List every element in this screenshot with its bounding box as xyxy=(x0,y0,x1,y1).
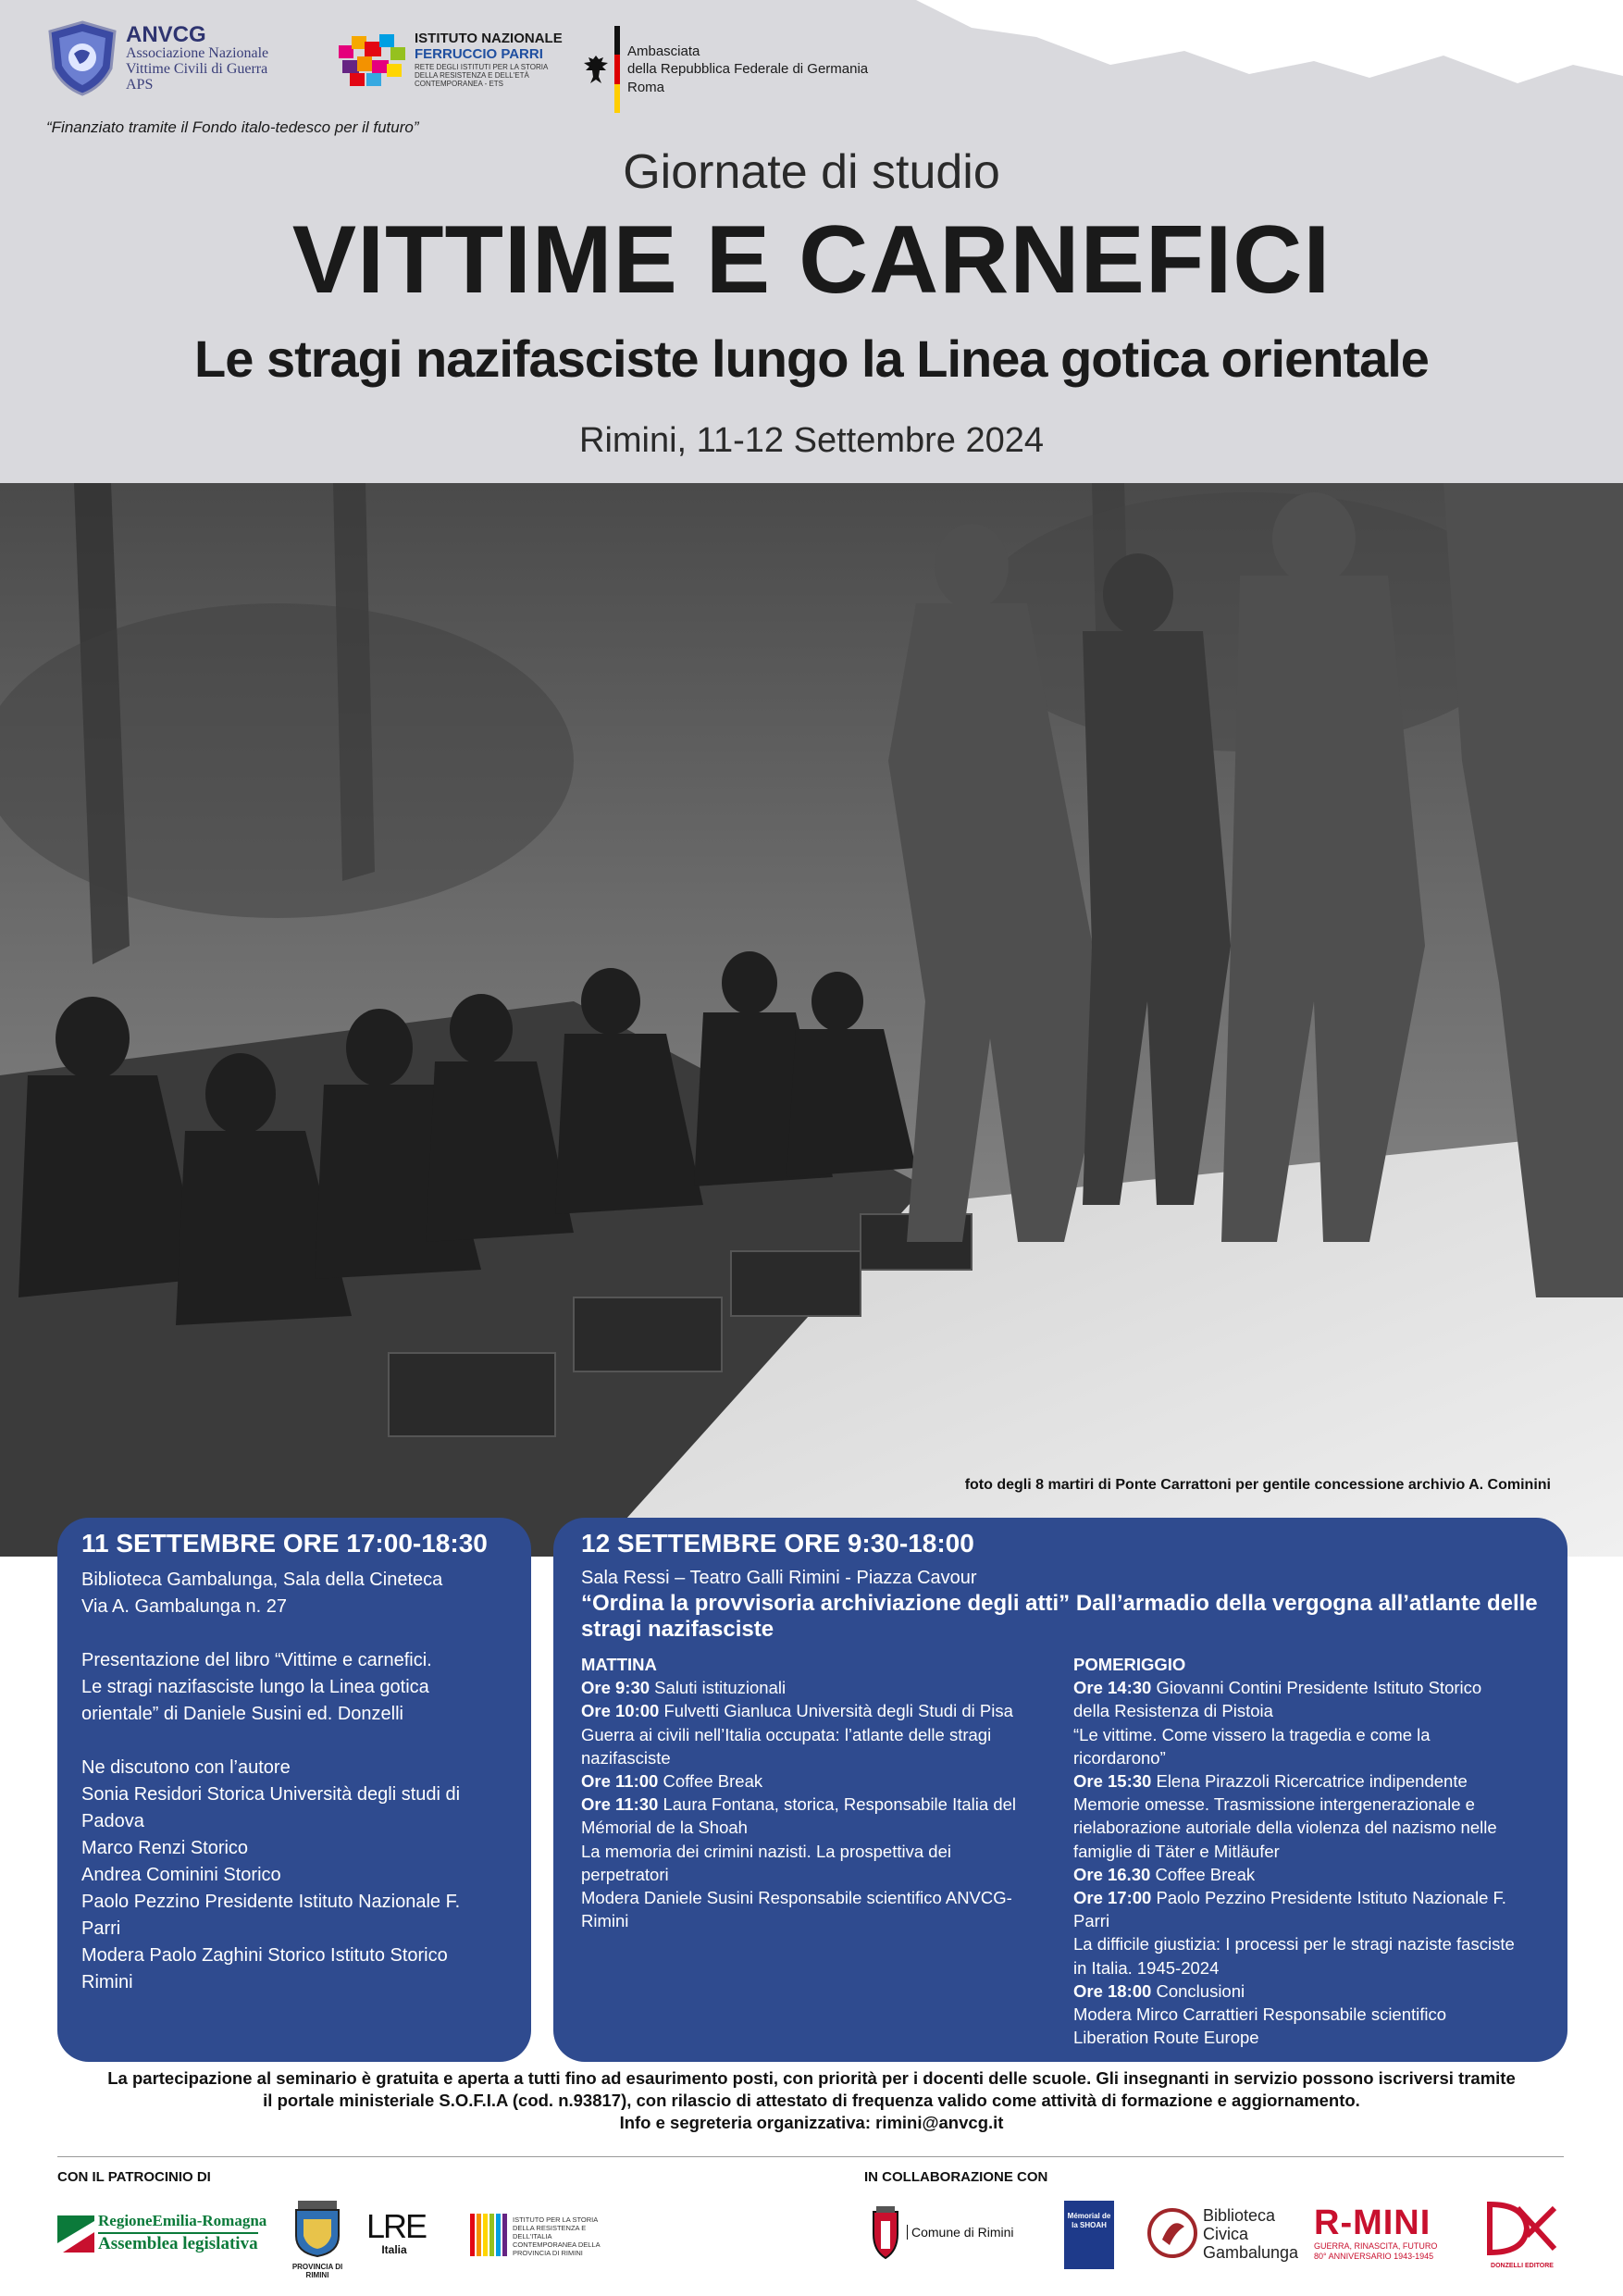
memorial-name: Mémorial de la SHOAH xyxy=(1067,2212,1111,2229)
anvcg-line2: Vittime Civili di Guerra xyxy=(126,61,268,78)
anvcg-line1: Associazione Nazionale xyxy=(126,45,269,62)
participation-notice xyxy=(37,2067,1586,2134)
schedule-text: Coffee Break xyxy=(1150,1864,1256,1884)
schedule-time: Ore 15:30 xyxy=(1073,1771,1152,1792)
day1-line: Andrea Cominini Storico xyxy=(81,1865,281,1885)
embassy-line3: Roma xyxy=(627,79,665,95)
patronage-label: CON IL PATROCINIO DI xyxy=(57,2169,211,2185)
istituto-rimini-logo xyxy=(470,2214,618,2262)
day1-line: Sonia Residori Storica Università degli studi di xyxy=(81,1784,461,1805)
schedule-line xyxy=(1073,1956,1555,1980)
footer-divider xyxy=(57,2156,1564,2157)
istituto-bars-icon xyxy=(470,2214,507,2256)
schedule-line xyxy=(1073,1980,1555,2003)
schedule-text: ricordarono” xyxy=(1073,1747,1166,1768)
schedule-text: Fulvetti Gianluca Università degli Studi di Pisa xyxy=(659,1701,1013,1721)
schedule-time: Ore 14:30 xyxy=(1073,1678,1152,1698)
lre-country: Italia xyxy=(381,2243,407,2256)
day1-line: Padova xyxy=(81,1811,144,1831)
afternoon-list xyxy=(1073,1676,1555,2049)
schedule-text: Modera Mirco Carrattieri Responsabile scientifico xyxy=(1073,2004,1447,2025)
schedule-text: Elena Pirazzoli Ricercatrice indipendente xyxy=(1151,1771,1468,1792)
german-flag xyxy=(614,26,620,113)
memorial-shoah-logo xyxy=(1064,2201,1114,2269)
schedule-text: Coffee Break xyxy=(658,1771,763,1792)
schedule-text: “Le vittime. Come vissero la tragedia e come la xyxy=(1073,1724,1431,1744)
day1-line: Via A. Gambalunga n. 27 xyxy=(81,1596,288,1617)
lre-mark: LRE xyxy=(366,2207,427,2245)
schedule-line xyxy=(1073,1793,1555,1816)
biblioteca-logo xyxy=(1147,2204,1299,2265)
funding-note: “Finanziato tramite il Fondo italo-tedesco per il futuro” xyxy=(46,118,419,136)
day1-line: Modera Paolo Zaghini Storico Istituto Storico xyxy=(81,1945,448,1966)
notice-line-2: il portale ministeriale S.O.F.I.A (cod. n.93817), con rilascio di attestato di frequenza valido come attività di formazione e aggiornamento. xyxy=(263,2091,1360,2110)
schedule-time: Ore 16.30 xyxy=(1073,1864,1151,1884)
schedule-text: Liberation Route Europe xyxy=(1073,2028,1259,2048)
schedule-line xyxy=(581,1746,1044,1769)
schedule-time: Ore 17:00 xyxy=(1073,1888,1152,1908)
schedule-time: Ore 18:00 xyxy=(1073,1980,1152,2001)
day2-talk-title-1: “Ordina la provvisoria archiviazione degli atti” Dall’armadio della vergogna all’atlante delle xyxy=(581,1591,1538,1616)
donzelli-name: DONZELLI EDITORE xyxy=(1491,2263,1554,2269)
biblioteca-emblem-icon xyxy=(1147,2208,1197,2258)
day1-line: Rimini xyxy=(81,1972,133,1992)
schedule-text: rielaborazione autoriale della violenza del nazismo nelle xyxy=(1073,1818,1497,1838)
event-kicker: Giornate di studio xyxy=(623,145,1000,199)
day1-line: Ne discutono con l’autore xyxy=(81,1757,291,1778)
schedule-text: Saluti istituzionali xyxy=(650,1678,787,1698)
schedule-time: Ore 9:30 xyxy=(581,1678,650,1698)
collaboration-label: IN COLLABORAZIONE CON xyxy=(864,2169,1048,2185)
schedule-time: Ore 11:30 xyxy=(581,1794,659,1815)
schedule-line xyxy=(1073,1816,1555,1839)
schedule-line xyxy=(581,1793,1044,1816)
schedule-text: in Italia. 1945-2024 xyxy=(1073,1957,1220,1978)
schedule-text: Giovanni Contini Presidente Istituto Storico xyxy=(1151,1678,1482,1698)
day1-card xyxy=(57,1518,531,2062)
day2-card xyxy=(553,1518,1567,2062)
day2-heading: 12 SETTEMBRE ORE 9:30-18:00 xyxy=(581,1529,974,1558)
rimini-80-logo xyxy=(1314,2204,1462,2265)
schedule-text: Conclusioni xyxy=(1151,1980,1245,2001)
schedule-text: La difficile giustizia: I processi per le stragi naziste fasciste xyxy=(1073,1934,1515,1955)
schedule-line xyxy=(1073,2026,1555,2049)
morning-list xyxy=(581,1676,1044,1932)
shield-icon xyxy=(46,20,118,96)
parri-mosaic-icon xyxy=(339,32,407,88)
comune-logo xyxy=(870,2206,1018,2264)
anvcg-logo xyxy=(46,20,268,96)
comune-name: Comune di Rimini xyxy=(907,2225,1013,2240)
notice-line-1: La partecipazione al seminario è gratuita e aperta a tutti fino ad esaurimento posti, con priorità per i docenti delle scuole. Gli insegnanti in servizio possono iscriversi tramite xyxy=(107,2068,1516,2088)
schedule-line xyxy=(1073,1886,1555,1909)
schedule-line xyxy=(581,1886,1044,1909)
donzelli-logo xyxy=(1481,2199,1564,2273)
day1-line: Paolo Pezzino Presidente Istituto Nazionale F. xyxy=(81,1892,461,1912)
schedule-text: Paolo Pezzino Presidente Istituto Nazionale F. xyxy=(1151,1888,1506,1908)
day1-line: Marco Renzi Storico xyxy=(81,1838,249,1858)
schedule-text: perpetratori xyxy=(581,1864,669,1884)
schedule-line xyxy=(581,1699,1044,1722)
event-title: VITTIME E CARNEFICI xyxy=(291,206,1332,314)
schedule-text: Modera Daniele Susini Responsabile scientifico ANVCG- xyxy=(581,1888,1012,1908)
schedule-line xyxy=(1073,1932,1555,1955)
istituto-name: ISTITUTO PER LA STORIA DELLA RESISTENZA E DELL'ITALIA CONTEMPORANEA DELLA PROVINCIA DI RIMINI xyxy=(513,2215,601,2257)
morning-column xyxy=(581,1653,1044,1932)
schedule-text: Mémorial de la Shoah xyxy=(581,1818,748,1838)
notice-line-3: Info e segreteria organizzativa: rimini@anvcg.it xyxy=(619,2113,1004,2132)
schedule-text: Laura Fontana, storica, Responsabile Italia del xyxy=(658,1794,1017,1815)
schedule-line xyxy=(1073,1676,1555,1699)
schedule-line xyxy=(581,1816,1044,1839)
schedule-line xyxy=(581,1676,1044,1699)
anvcg-line3: APS xyxy=(126,76,154,93)
regione-name: RegioneEmilia-Romagna xyxy=(98,2212,267,2229)
photo-caption: foto degli 8 martiri di Ponte Carrattoni per gentile concessione archivio A. Cominini xyxy=(964,1477,1551,1493)
schedule-line xyxy=(1073,2003,1555,2026)
schedule-text: La memoria dei crimini nazisti. La prospettiva dei xyxy=(581,1841,951,1861)
schedule-line xyxy=(1073,1699,1555,1722)
day2-venue: Sala Ressi – Teatro Galli Rimini - Piazza Cavour xyxy=(581,1568,977,1588)
afternoon-column xyxy=(1073,1653,1555,2049)
parri-line2: FERRUCCIO PARRI xyxy=(415,45,543,62)
provincia-logo xyxy=(291,2199,344,2277)
regione-assembly: Assemblea legislativa xyxy=(98,2234,258,2253)
schedule-line xyxy=(1073,1723,1555,1746)
day2-talk-title-2: stragi nazifasciste xyxy=(581,1617,774,1642)
regione-flag-icon xyxy=(57,2215,94,2253)
schedule-line xyxy=(1073,1909,1555,1932)
embassy-logo xyxy=(583,26,868,113)
schedule-line xyxy=(581,1723,1044,1746)
parri-line1: ISTITUTO NAZIONALE xyxy=(415,31,563,46)
day1-heading: 11 SETTEMBRE ORE 17:00-18:30 xyxy=(81,1529,488,1558)
afternoon-label: POMERIGGIO xyxy=(1073,1655,1186,1674)
rimini-80-sub: GUERRA, RINASCITA, FUTURO xyxy=(1314,2241,1438,2251)
biblioteca-line2: Civica xyxy=(1203,2225,1249,2243)
rimini-80-mark: R-MINI xyxy=(1314,2203,1431,2242)
schedule-line xyxy=(1073,1746,1555,1769)
schedule-text: famiglie di Täter e Mitläufer xyxy=(1073,1841,1280,1861)
biblioteca-name xyxy=(1203,2206,1298,2262)
schedule-line xyxy=(581,1909,1044,1932)
schedule-time: Ore 11:00 xyxy=(581,1771,659,1792)
embassy-line2: della Repubblica Federale di Germania xyxy=(627,61,869,78)
schedule-time: Ore 10:00 xyxy=(581,1701,660,1721)
provincia-name: PROVINCIA DI RIMINI xyxy=(291,2263,343,2279)
event-subtitle: Le stragi nazifasciste lungo la Linea gotica orientale xyxy=(194,329,1429,388)
schedule-text: Memorie omesse. Trasmissione intergenerazionale e xyxy=(1073,1794,1475,1815)
morning-label: MATTINA xyxy=(581,1655,657,1674)
schedule-text: Parri xyxy=(1073,1911,1110,1931)
parri-line3: RETE DEGLI ISTITUTI PER LA STORIA DELLA RESISTENZA E DELL'ETÀ CONTEMPORANEA - ETS xyxy=(415,63,548,88)
day1-line: Parri xyxy=(81,1918,121,1939)
anvcg-name: ANVCG xyxy=(126,22,206,48)
schedule-line xyxy=(1073,1840,1555,1863)
schedule-text: Guerra ai civili nell’Italia occupata: l’atlante delle stragi xyxy=(581,1724,992,1744)
historical-photo xyxy=(0,483,1623,1557)
biblioteca-line1: Biblioteca xyxy=(1203,2206,1276,2225)
schedule-text: nazifasciste xyxy=(581,1747,671,1768)
schedule-line xyxy=(581,1769,1044,1793)
eagle-icon xyxy=(583,54,609,85)
event-place-date: Rimini, 11-12 Settembre 2024 xyxy=(579,421,1044,460)
embassy-line1: Ambasciata xyxy=(627,43,700,59)
day1-line: Presentazione del libro “Vittime e carnefici. xyxy=(81,1650,432,1670)
lre-logo xyxy=(366,2207,435,2265)
schedule-line xyxy=(581,1840,1044,1863)
comune-crest-icon xyxy=(870,2206,901,2262)
schedule-line xyxy=(1073,1769,1555,1793)
provincia-crest-icon xyxy=(291,2199,344,2258)
regione-logo xyxy=(57,2210,267,2258)
parri-logo xyxy=(339,31,572,88)
day1-line: Biblioteca Gambalunga, Sala della Cineteca xyxy=(81,1570,443,1590)
donzelli-mark-icon xyxy=(1481,2199,1564,2258)
day1-line: orientale” di Daniele Susini ed. Donzelli xyxy=(81,1704,403,1724)
rimini-80-sub2: 80° ANNIVERSARIO 1943-1945 xyxy=(1314,2252,1434,2261)
schedule-line xyxy=(1073,1863,1555,1886)
schedule-text: Rimini xyxy=(581,1911,629,1931)
biblioteca-line3: Gambalunga xyxy=(1203,2243,1299,2262)
schedule-text: della Resistenza di Pistoia xyxy=(1073,1701,1273,1721)
schedule-line xyxy=(581,1863,1044,1886)
day1-line: Le stragi nazifasciste lungo la Linea gotica xyxy=(81,1677,429,1697)
